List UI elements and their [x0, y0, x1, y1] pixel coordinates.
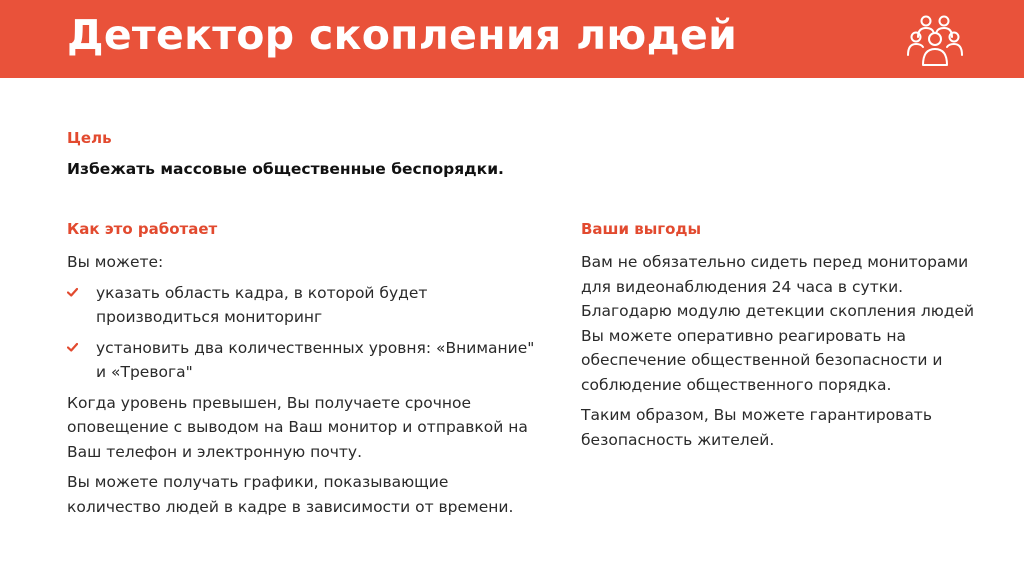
benefits-section: [581, 250, 981, 458]
list-item-text: установить два количественных уровня: «Внимание" и «Тревога": [96, 338, 535, 381]
benefits-paragraph: Таким образом, Вы можете гарантировать безопасность жителей.: [581, 406, 932, 449]
charts-paragraph: Вы можете получать графики, показывающие количество людей в кадре в зависимости от времени.: [67, 473, 514, 516]
check-icon: [67, 342, 78, 353]
how-it-works-section: [67, 250, 537, 525]
alert-paragraph: Когда уровень превышен, Вы получаете срочное оповещение с выводом на Ваш монитор и отправкой на Ваш телефон и электронную почту.: [67, 393, 528, 461]
intro-text: Вы можете:: [67, 253, 164, 271]
crowd-icon: [906, 13, 964, 67]
list-item: [67, 281, 537, 330]
goal-text: Избежать массовые общественные беспорядки.: [67, 160, 504, 178]
goal-label: Цель: [67, 129, 112, 147]
feature-list: [67, 281, 537, 385]
header-bar: [0, 0, 1024, 78]
page-title: Детектор скопления людей: [67, 11, 738, 59]
check-icon: [67, 287, 78, 298]
how-it-works-label: Как это работает: [67, 220, 218, 238]
benefits-paragraph: Вам не обязательно сидеть перед мониторами для видеонаблюдения 24 часа в сутки. Благодарю модулю детекции скопления людей Вы можете оперативно реагировать на обеспечение общественной безопасности и соблюдение общественного порядка.: [581, 253, 975, 394]
benefits-label: Ваши выгоды: [581, 220, 702, 238]
list-item-text: указать область кадра, в которой будет производиться мониторинг: [96, 283, 428, 326]
list-item: [67, 336, 537, 385]
